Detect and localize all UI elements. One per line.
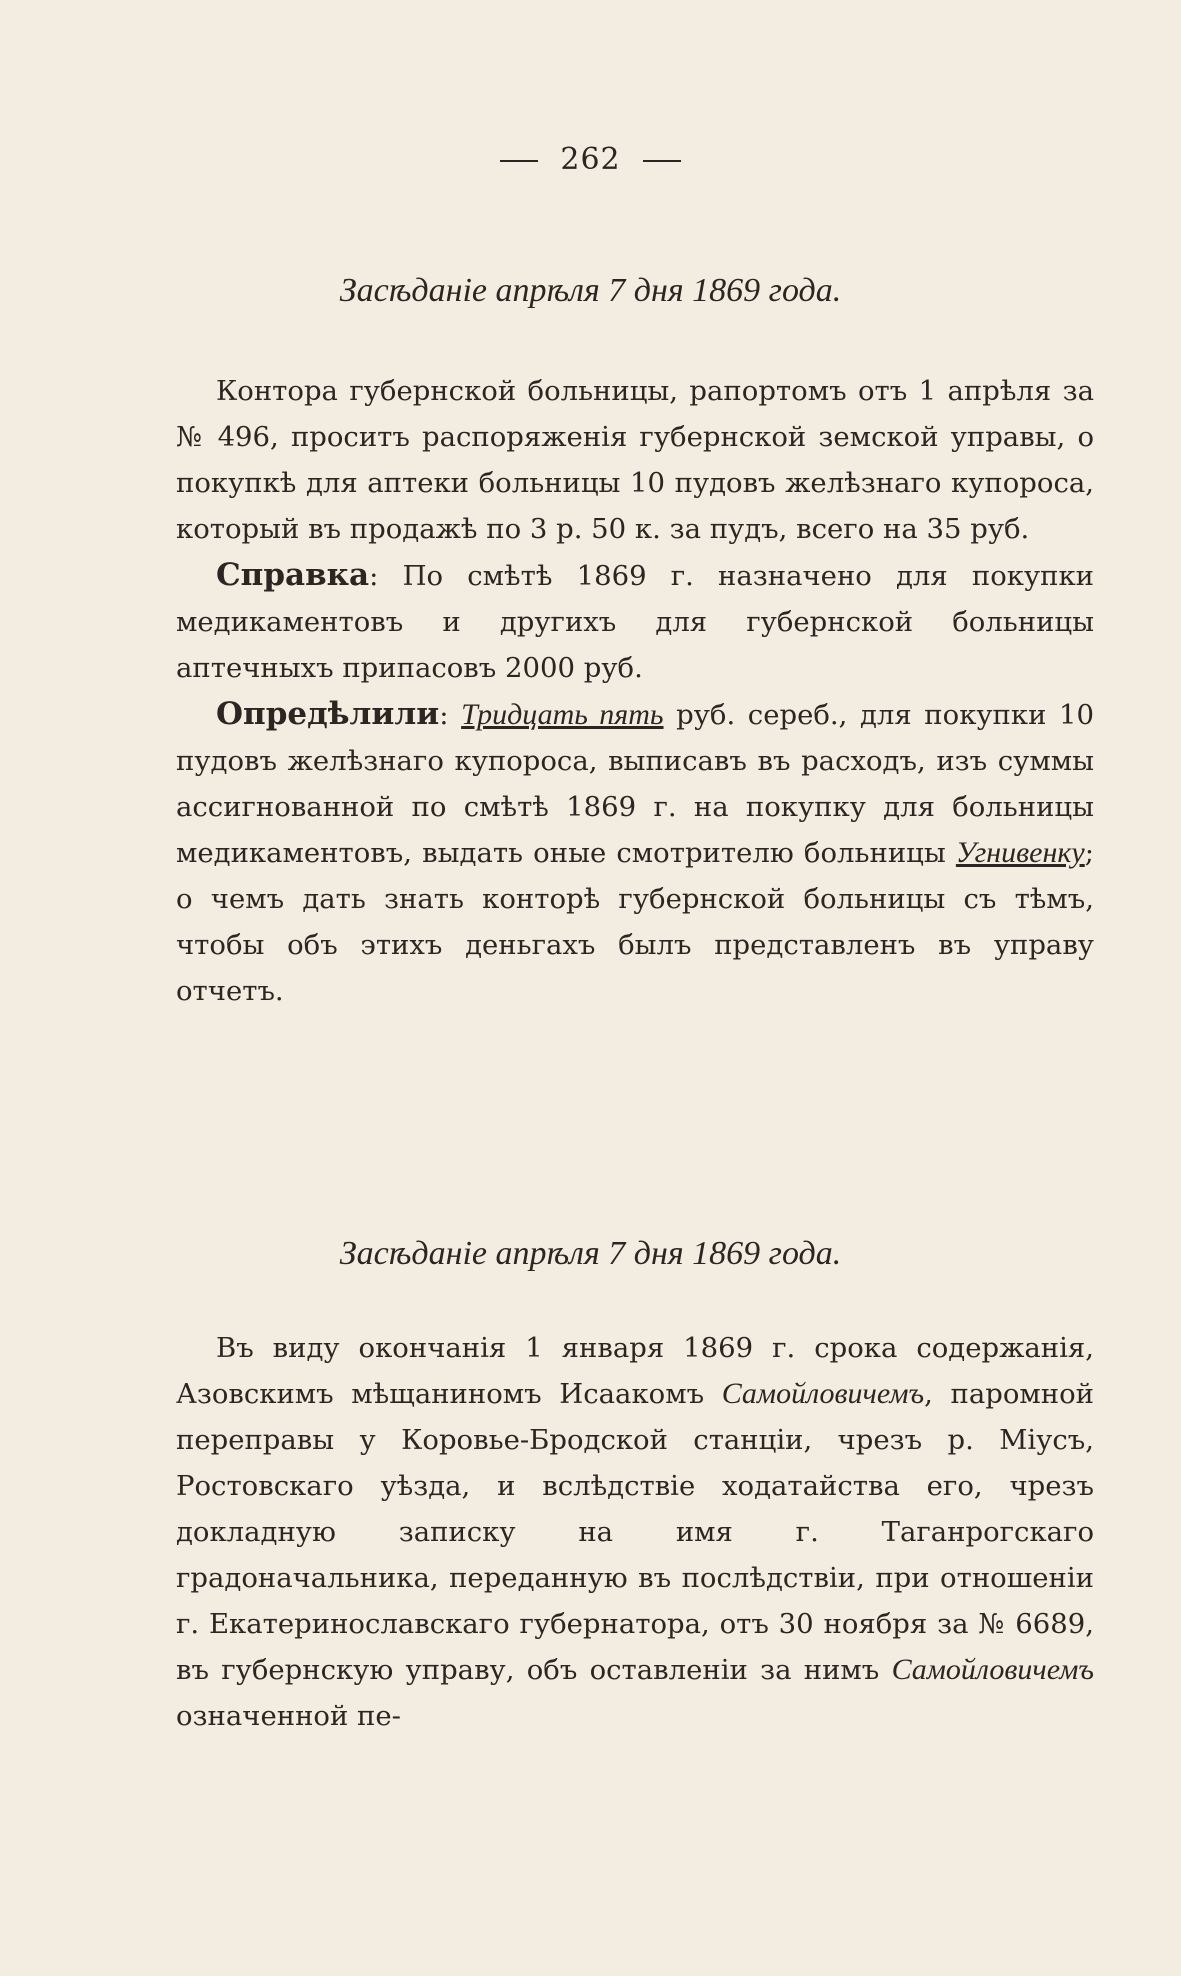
- ferry-name-2: Самойловичемъ: [891, 1653, 1094, 1686]
- resolution-label: Опредѣлили: [216, 696, 440, 732]
- reference-text: : По смѣтѣ 1869 г. назначено для покупки медикаментовъ и другихъ для губернской больницы аптечныхъ припасовъ 2000 руб.: [176, 560, 1094, 684]
- ferry-text-1: Въ виду окончанія 1 января 1869 г. срока содержанія, Азовскимъ мѣщаниномъ Исаакомъ: [176, 1332, 1094, 1410]
- section-title-1: Засѣданіе апрѣля 7 дня 1869 года.: [339, 272, 842, 309]
- section-body-1: [176, 368, 1094, 1014]
- reference-label: Справка: [216, 557, 370, 593]
- resolution-text-2: ; о чемъ дать знать конторѣ губернской больницы съ тѣмъ, чтобы объ этихъ деньгахъ былъ представленъ въ управу отчетъ.: [176, 837, 1094, 1007]
- ferry-text-2: , паромной переправы у Коровье-Бродской станціи, чрезъ р. Міусъ, Ростовскаго уѣзда, и вслѣдствіе ходатайства его, чрезъ докладную записку на имя г. Таганрогскаго градоначальника, переданную въ послѣдствіи, при отношеніи г. Екатеринославскаго губернатора, отъ 30 ноября за № 6689, въ губернскую управу, объ оставленіи за нимъ: [176, 1378, 1094, 1686]
- page-header: [0, 142, 1181, 177]
- header-dash-left: [500, 160, 538, 162]
- ferry-name-1: Самойловичемъ: [721, 1377, 925, 1410]
- header-dash-right: [643, 160, 681, 162]
- paragraph-ferry: [176, 1325, 1094, 1739]
- resolution-text-1: руб. сереб., для покупки 10 пудовъ желѣзнаго купороса, выписавъ въ расходъ, изъ суммы ассигнованной по смѣтѣ 1869 г. на покупку для больницы медикаментовъ, выдать оные смотрителю больницы: [176, 699, 1094, 869]
- paragraph-reference: [176, 552, 1094, 691]
- paragraph-request: Контора губернской больницы, рапортомъ отъ 1 апрѣля за № 496, проситъ распоряженія губернской земской управы, о покупкѣ для аптеки больницы 10 пудовъ желѣзнаго купороса, который въ продажѣ по 3 р. 50 к. за пудъ, всего на 35 руб.: [176, 375, 1094, 545]
- resolution-colon: :: [439, 699, 462, 731]
- page-number: 262: [560, 142, 621, 177]
- section-body-2: [176, 1325, 1094, 1739]
- resolution-name: Угнивенку: [955, 836, 1085, 869]
- resolution-amount: Тридцать пять: [461, 698, 664, 731]
- ferry-text-3: означенной пе-: [176, 1700, 401, 1732]
- paragraph-resolution: [176, 691, 1094, 1014]
- section-title-2: Засѣданіе апрѣля 7 дня 1869 года.: [339, 1235, 842, 1272]
